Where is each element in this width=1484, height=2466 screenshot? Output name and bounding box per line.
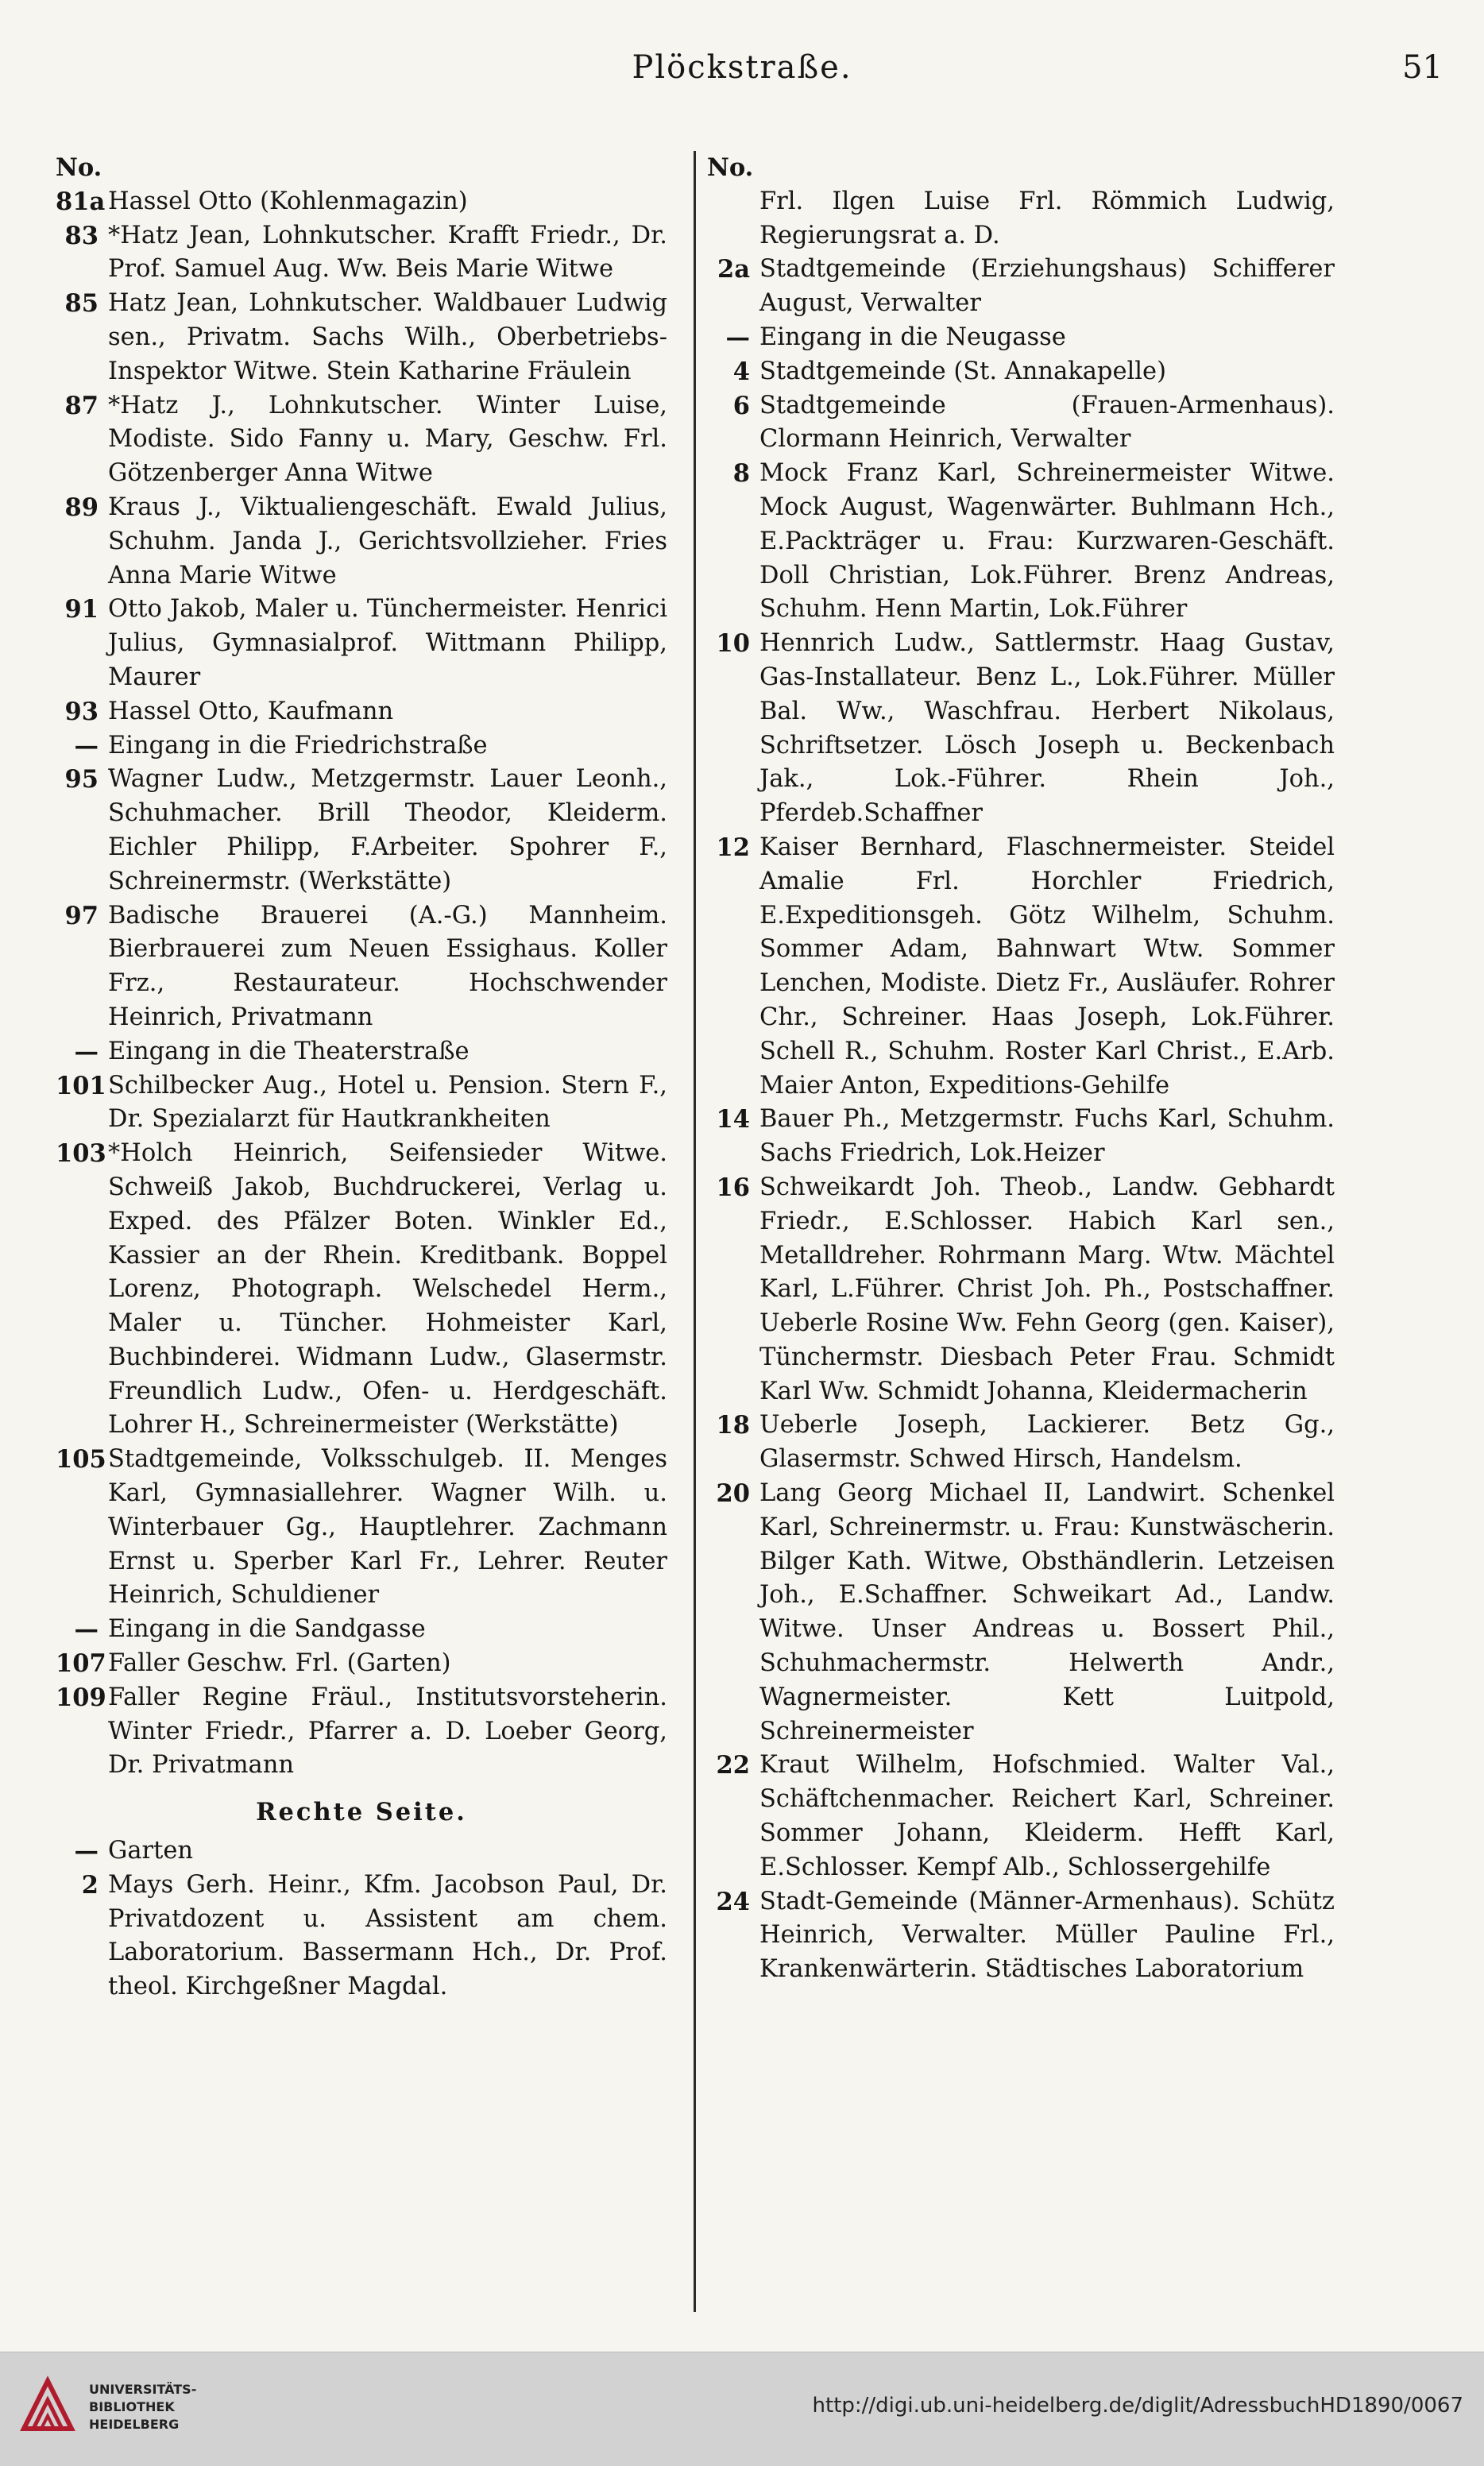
address-entry [56,1647,667,1681]
house-number: 105 [56,1445,106,1475]
address-entry [707,355,1335,389]
resident-list: Lang Georg Michael II, Landwirt. Schenkel Karl, Schreinermstr. u. Frau: Kunstwäscherin. Bilger Kath. Witwe, Obsthändlerin. Letzeisen Joh., E.Schaffner. Schweikart Ad., Landw. Witwe. Unser Andreas u. Bossert Phil., Schuhmachermstr. Helwerth Andr., Wagnermeister. Kett Luitpold, Schreinermeister [759,1479,1335,1745]
resident-list: Eingang in die Sandgasse [108,1615,426,1644]
address-entry [707,1885,1335,1987]
address-entry [56,1069,667,1138]
house-number: 10 [716,629,750,659]
resident-list: Otto Jakob, Maler u. Tünchermeister. Henrici Julius, Gymnasialprof. Wittmann Philipp, Maurer [108,595,667,691]
resident-list: Stadtgemeinde (St. Annakapelle) [759,357,1166,385]
address-entry [707,321,1335,355]
resident-list: Badische Brauerei (A.-G.) Mannheim. Bierbrauerei zum Neuen Essighaus. Koller Frz., Restaurateur. Hochschwender Heinrich, Privatmann [108,901,667,1031]
address-entry [56,695,667,729]
address-entry [56,1869,667,2004]
viewer-footer [0,2352,1484,2466]
column-divider [694,151,696,2312]
house-number: 4 [732,357,750,386]
resident-list: Garten [108,1837,194,1865]
resident-list: Kaiser Bernhard, Flaschnermeister. Steidel Amalie Frl. Horchler Friedrich, E.Expeditionsgeh. Götz Wilhelm, Schuhm. Sommer Adam, Bahnwart Wtw. Sommer Lenchen, Modiste. Dietz Fr., Ausläufer. Rohrer Chr., Schreiner. Haas Joseph, Lok.Führer. Schell R., Schuhm. Roster Karl Christ., E.Arb. Maier Anton, Expeditions-Gehilfe [759,833,1335,1100]
address-entry [56,1137,667,1443]
house-number: 6 [732,391,750,420]
house-number: 14 [716,1105,750,1134]
house-number: 89 [64,493,99,522]
address-entry [56,593,667,694]
house-number: — [725,323,750,352]
address-entry [56,729,667,763]
address-entry [707,1749,1335,1884]
section-subheading: Rechte Seite. [256,1798,467,1827]
address-entry [707,1171,1335,1409]
address-entry [56,1443,667,1613]
house-number: 103 [56,1139,106,1169]
left-column-heading: No. [56,153,102,182]
resident-list: Hassel Otto (Kohlenmagazin) [108,187,468,215]
right-column [707,151,1335,1987]
house-number: 91 [64,595,99,624]
house-number: — [74,1837,99,1866]
address-entry [56,1035,667,1069]
address-entry [56,1681,667,1783]
house-number: 83 [64,221,99,250]
resident-list: Faller Regine Fräul., Institutsvorsteherin. Winter Friedr., Pfarrer a. D. Loeber Georg, Dr. Privatmann [108,1683,667,1780]
house-number: 97 [64,901,99,930]
resident-list: *Hatz Jean, Lohnkutscher. Krafft Friedr., Dr. Prof. Samuel Aug. Ww. Beis Marie Witwe [108,221,667,284]
house-number: 101 [56,1071,106,1100]
address-entry [56,491,667,593]
house-number: 18 [716,1411,750,1440]
house-number: 20 [716,1479,750,1509]
house-number: 2 [81,1870,99,1900]
resident-list: Kraut Wilhelm, Hofschmied. Walter Val., Schäftchenmacher. Reichert Karl, Schreiner. Sommer Johann, Kleiderm. Hefft Karl, E.Schlosser. Kempf Alb., Schlossergehilfe [759,1751,1335,1881]
resident-list: Schilbecker Aug., Hotel u. Pension. Stern F., Dr. Spezialarzt für Hautkrankheiten [108,1071,667,1134]
resident-list: Kraus J., Viktualiengeschäft. Ewald Julius, Schuhm. Janda J., Gerichtsvollzieher. Fries Anna Marie Witwe [108,493,667,589]
resident-list: Stadtgemeinde (Erziehungshaus) Schifferer August, Verwalter [759,255,1335,318]
address-entry [707,389,1335,458]
address-entry [707,185,1335,253]
resident-list: Eingang in die Neugasse [759,323,1066,351]
house-number: 93 [64,697,99,726]
page-number: 51 [1402,49,1443,86]
house-number: 81a [56,187,106,216]
address-entry [56,219,667,288]
resident-list: Stadtgemeinde, Volksschulgeb. II. Menges Karl, Gymnasiallehrer. Wagner Wilh. u. Winterbauer Gg., Hauptlehrer. Zachmann Ernst u. Sperber Karl Fr., Lehrer. Reuter Heinrich, Schuldiener [108,1445,667,1610]
resident-list: Hennrich Ludw., Sattlermstr. Haag Gustav, Gas-Installateur. Benz L., Lok.Führer. Müller Bal. Ww., Waschfrau. Herbert Nikolaus, Schriftsetzer. Lösch Joseph u. Beckenbach Jak., Lok.-Führer. Rhein Joh., Pferdeb.Schaffner [759,629,1335,828]
resident-list: Stadt-Gemeinde (Männer-Armenhaus). Schütz Heinrich, Verwalter. Müller Pauline Frl., Krankenwärterin. Städtisches Laboratorium [759,1887,1335,1984]
address-entry [56,763,667,899]
address-entry [56,1613,667,1647]
left-column [56,151,667,2004]
source-url[interactable]: http://digi.ub.uni-heidelberg.de/diglit/AdressbuchHD1890/0067 [812,2394,1463,2418]
house-number: 22 [716,1751,750,1780]
address-entry [707,627,1335,831]
address-entry [56,185,667,219]
address-entry [707,1409,1335,1477]
house-number: — [74,731,99,760]
house-number: 95 [64,765,99,794]
resident-list: Mock Franz Karl, Schreinermeister Witwe. Mock August, Wagenwärter. Buhlmann Hch., E.Packträger u. Frau: Kurzwaren-Geschäft. Doll Christian, Lok.Führer. Brenz Andreas, Schuhm. Henn Martin, Lok.Führer [759,459,1335,624]
left-entry-list-2 [56,1834,667,2004]
resident-list: Eingang in die Theaterstraße [108,1037,470,1065]
resident-list: Faller Geschw. Frl. (Garten) [108,1649,451,1678]
resident-list: Hatz Jean, Lohnkutscher. Waldbauer Ludwig sen., Privatm. Sachs Wilh., Oberbetriebs-Inspektor Witwe. Stein Katharine Fräulein [108,289,667,385]
left-entry-list [56,185,667,1783]
address-entry [707,831,1335,1103]
resident-list: Eingang in die Friedrichstraße [108,731,488,760]
address-entry [707,1477,1335,1749]
address-entry [707,1103,1335,1171]
house-number: 16 [716,1173,750,1202]
library-logo-icon [16,2373,79,2437]
resident-list: Frl. Ilgen Luise Frl. Römmich Ludwig, Regierungsrat a. D. [759,187,1335,249]
address-entry [56,1834,667,1869]
resident-list: Wagner Ludw., Metzgermstr. Lauer Leonh., Schuhmacher. Brill Theodor, Kleiderm. Eichler Philipp, F.Arbeiter. Spohrer F., Schreinermstr. (Werkstätte) [108,765,667,895]
resident-list: Stadtgemeinde (Frauen-Armenhaus). Clormann Heinrich, Verwalter [759,391,1335,454]
resident-list: *Hatz J., Lohnkutscher. Winter Luise, Modiste. Sido Fanny u. Mary, Geschw. Frl. Götzenberger Anna Witwe [108,391,667,488]
library-logo-text: UNIVERSITÄTS- BIBLIOTHEK HEIDELBERG [89,2382,197,2432]
address-entry [56,899,667,1035]
house-number: — [74,1615,99,1645]
resident-list: Bauer Ph., Metzgermstr. Fuchs Karl, Schuhm. Sachs Friedrich, Lok.Heizer [759,1105,1335,1168]
address-entry [56,287,667,388]
resident-list: Schweikardt Joh. Theob., Landw. Gebhardt Friedr., E.Schlosser. Habich Karl sen., Metalldreher. Rohrmann Marg. Wtw. Mächtel Karl, L.Führer. Christ Joh. Ph., Postschaffner. Ueberle Rosine Ww. Fehn Georg (gen. Kaiser), Tünchermstr. Diesbach Peter Frau. Schmidt Karl Ww. Schmidt Johanna, Kleidermacherin [759,1173,1335,1405]
house-number: 2a [717,255,750,284]
house-number: 12 [716,833,750,862]
resident-list: Hassel Otto, Kaufmann [108,697,394,725]
right-entry-list [707,185,1335,1987]
resident-list: Mays Gerh. Heinr., Kfm. Jacobson Paul, Dr. Privatdozent u. Assistent am chem. Laboratorium. Bassermann Hch., Dr. Prof. theol. Kirchgeßner Magdal. [108,1870,667,2001]
resident-list: Ueberle Joseph, Lackierer. Betz Gg., Glasermstr. Schwed Hirsch, Handelsm. [759,1411,1335,1474]
right-column-heading: No. [707,153,754,182]
house-number: 87 [64,391,99,420]
house-number: 8 [732,459,750,489]
house-number: 85 [64,289,99,319]
address-entry [56,389,667,491]
address-entry [707,253,1335,321]
address-entry [707,457,1335,627]
house-number: 107 [56,1649,106,1679]
page-title: Plöckstraße. [632,49,852,86]
resident-list: *Holch Heinrich, Seifensieder Witwe. Schweiß Jakob, Buchdruckerei, Verlag u. Exped. des Pfälzer Boten. Winkler Ed., Kassier an der Rhein. Kreditbank. Boppel Lorenz, Photograph. Welschedel Herm., Maler u. Tüncher. Hohmeister Karl, Buchbinderei. Widmann Ludw., Glasermstr. Freundlich Ludw., Ofen- u. Herdgeschäft. Lohrer H., Schreinermeister (Werkstätte) [108,1139,667,1440]
house-number: — [74,1037,99,1066]
house-number: 24 [716,1887,750,1916]
house-number: 109 [56,1683,106,1712]
